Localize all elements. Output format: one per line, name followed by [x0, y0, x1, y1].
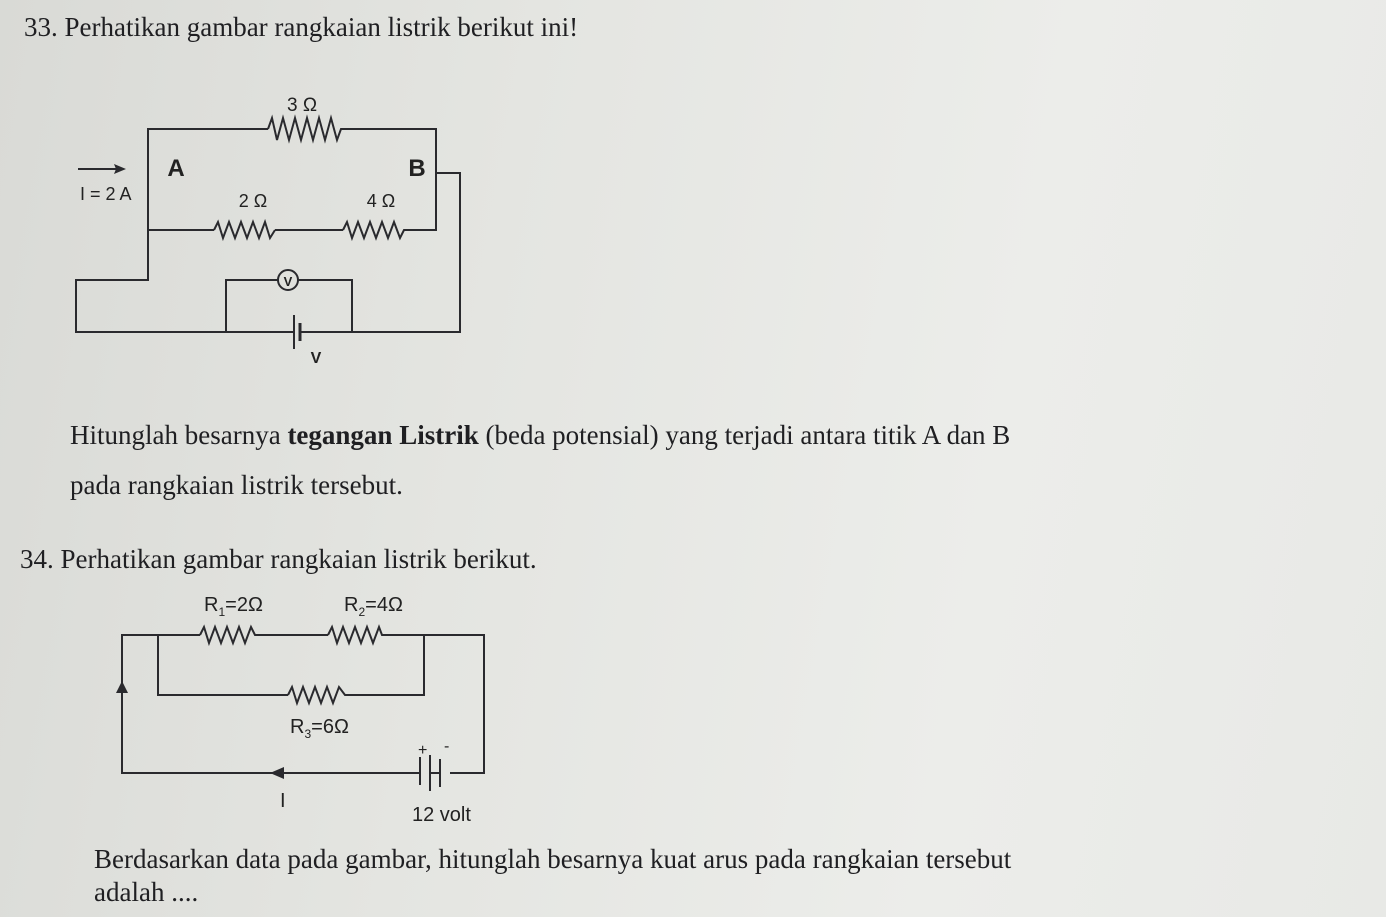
q33-label-r-top: 3 Ω — [286, 95, 318, 116]
q34-circuit-diagram — [110, 585, 490, 825]
q33-body-line1 — [70, 422, 1010, 449]
q33-body-pre: Hitunglah besarnya — [70, 420, 288, 450]
q34-label-current: I — [280, 790, 286, 812]
q34-outer-wire — [122, 635, 484, 773]
q34-resistor-r2 — [328, 627, 384, 643]
q34-body-line2: adalah .... — [94, 877, 199, 907]
q33-label-point-b: B — [408, 155, 426, 182]
q33-resistor-3ohm — [268, 118, 345, 140]
q34-label-r2: $R_2=4\Omega$ — [344, 594, 403, 619]
q33-voltmeter-label: V — [283, 274, 293, 289]
q34-arrowhead-left — [270, 767, 284, 779]
q33-resistor-2ohm — [214, 222, 275, 238]
q34-arrowhead-up — [116, 681, 128, 693]
q34-label-minus: - — [444, 738, 450, 755]
q33-heading: 33. Perhatikan gambar rangkaian listrik berikut ini! — [24, 12, 579, 42]
q34-label-r1: $R_1=2\Omega$ — [204, 594, 263, 619]
q33-outer-wire — [76, 173, 460, 332]
q34-heading: 34. Perhatikan gambar rangkaian listrik berikut. — [20, 544, 537, 574]
q34-body-line1: Berdasarkan data pada gambar, hitunglah besarnya kuat arus pada rangkaian tersebut — [94, 844, 1012, 874]
q33-label-point-a: A — [167, 155, 185, 182]
q34-resistor-r1 — [200, 627, 258, 643]
q34-label-battery: 12 volt — [412, 804, 471, 826]
q33-label-r-right: 4 Ω — [366, 191, 396, 211]
q33-label-r-left: 2 Ω — [238, 191, 268, 211]
q33-label-current: I = 2 A — [80, 184, 132, 204]
q33-circuit-diagram — [0, 85, 470, 385]
q33-body-line2: pada rangkaian listrik tersebut. — [70, 470, 403, 500]
q34-label-r3: $R_3=6\Omega$ — [290, 716, 349, 741]
q33-resistor-4ohm — [343, 222, 407, 238]
q33-body-post: (beda potensial) yang terjadi antara titik A dan B — [478, 420, 1011, 450]
q33-label-battery: V — [310, 350, 322, 367]
q34-label-plus: + — [418, 742, 428, 759]
q33-body-bold: tegangan Listrik — [287, 420, 479, 450]
q34-parallel-wire — [158, 635, 424, 695]
q34-resistor-r3 — [288, 687, 350, 703]
